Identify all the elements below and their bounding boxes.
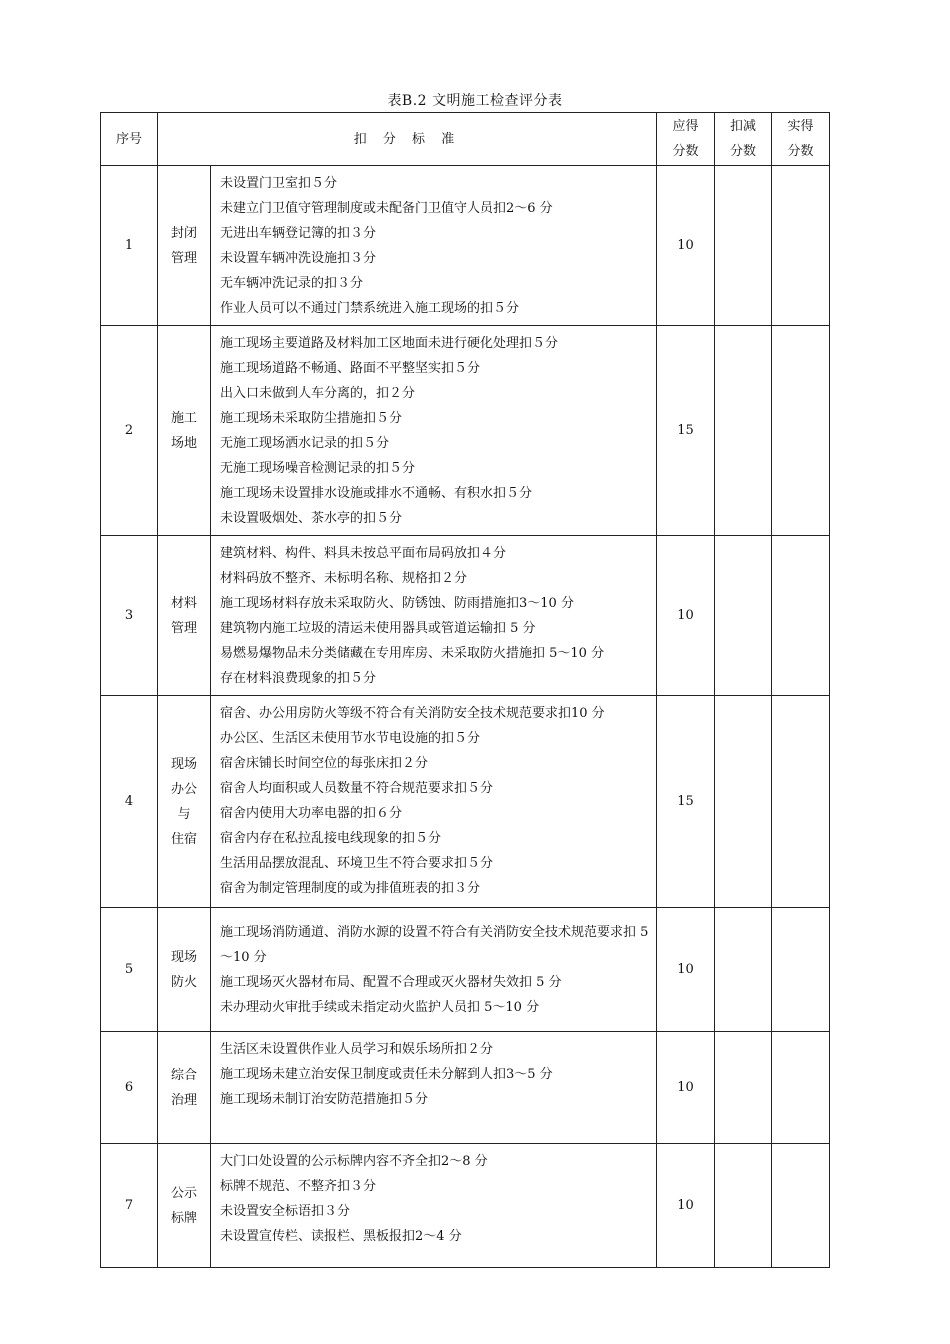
row-due-score: 15	[657, 696, 715, 908]
row-actual-score-field[interactable]	[772, 908, 830, 1032]
criterion-item: 宿舍人均面积或人员数量不符合规范要求扣５分	[220, 781, 494, 796]
criterion-item: 易燃易爆物品未分类储藏在专用库房、未采取防火措施扣 5～10 分	[220, 646, 605, 661]
criterion-item: 无施工现场噪音检测记录的扣５分	[220, 461, 416, 476]
row-seq: 4	[101, 696, 158, 908]
row-category	[158, 166, 211, 326]
category-line: 场地	[170, 435, 197, 451]
row-seq: 7	[101, 1144, 158, 1268]
row-deduct-score-field[interactable]	[715, 1032, 772, 1144]
category-line: 管理	[170, 620, 197, 636]
criterion-item: 未设置吸烟处、茶水亭的扣５分	[220, 511, 403, 526]
header-row	[101, 113, 830, 166]
category-line: 封闭	[170, 225, 197, 241]
category-line: 现场	[170, 949, 197, 965]
category-line: 与	[177, 806, 191, 822]
table-row	[101, 326, 830, 536]
row-due-score: 10	[657, 1032, 715, 1144]
criterion-item: 施工现场未采取防尘措施扣５分	[220, 411, 403, 426]
criterion-item: 建筑物内施工垃圾的清运未使用器具或管道运输扣 5 分	[220, 621, 536, 636]
criterion-item: 宿舍内存在私拉乱接电线现象的扣５分	[220, 831, 442, 846]
row-due-score: 10	[657, 166, 715, 326]
criterion-item: 生活区未设置供作业人员学习和娱乐场所扣２分	[220, 1042, 494, 1057]
row-category	[158, 696, 211, 908]
row-seq: 5	[101, 908, 158, 1032]
inspection-score-table	[100, 112, 830, 1268]
row-deduct-score-field[interactable]	[715, 908, 772, 1032]
criterion-item: 无进出车辆登记簿的扣３分	[220, 226, 377, 241]
category-line: 施工	[170, 410, 197, 426]
row-category	[158, 908, 211, 1032]
category-line: 现场	[170, 756, 197, 772]
row-deduction-criteria	[211, 908, 657, 1032]
header-deduct-score: 扣减 分数	[715, 113, 772, 166]
category-line: 办公	[170, 781, 197, 797]
criterion-item: 作业人员可以不通过门禁系统进入施工现场的扣５分	[220, 301, 520, 316]
row-deduction-criteria	[211, 166, 657, 326]
criterion-item: 宿舍、办公用房防火等级不符合有关消防安全技术规范要求扣10 分	[220, 706, 605, 721]
row-deduction-criteria	[211, 536, 657, 696]
criterion-item: 施工现场道路不畅通、路面不平整坚实扣５分	[220, 361, 481, 376]
row-seq: 6	[101, 1032, 158, 1144]
criterion-item: 施工现场未建立治安保卫制度或责任未分解到人扣3～5 分	[220, 1067, 553, 1082]
criterion-item: 施工现场未制订治安防范措施扣５分	[220, 1092, 429, 1107]
criterion-item: 未设置宣传栏、读报栏、黑板报扣2～4 分	[220, 1229, 462, 1244]
criterion-item: 标牌不规范、不整齐扣３分	[220, 1179, 377, 1194]
row-due-score: 10	[657, 908, 715, 1032]
header-criteria: 扣 分 标 准	[158, 113, 657, 166]
row-actual-score-field[interactable]	[772, 696, 830, 908]
row-seq: 2	[101, 326, 158, 536]
row-due-score: 10	[657, 1144, 715, 1268]
criterion-item: 建筑材料、构件、料具未按总平面布局码放扣４分	[220, 546, 507, 561]
criterion-item: 未设置安全标语扣３分	[220, 1204, 351, 1219]
criterion-item: 大门口处设置的公示标牌内容不齐全扣2～8 分	[220, 1154, 488, 1169]
category-line: 公示	[170, 1185, 197, 1201]
table-row	[101, 1032, 830, 1144]
criterion-item: 施工现场灭火器材布局、配置不合理或灭火器材失效扣 5 分	[220, 975, 562, 990]
criterion-item: 施工现场未设置排水设施或排水不通畅、有积水扣５分	[220, 486, 533, 501]
header-actual-score: 实得 分数	[772, 113, 830, 166]
row-actual-score-field[interactable]	[772, 1032, 830, 1144]
category-line: 治理	[170, 1092, 197, 1108]
row-deduct-score-field[interactable]	[715, 166, 772, 326]
category-line: 综合	[170, 1067, 197, 1083]
header-seq: 序号	[101, 113, 158, 166]
row-due-score: 15	[657, 326, 715, 536]
row-deduct-score-field[interactable]	[715, 696, 772, 908]
row-deduction-criteria	[211, 1144, 657, 1268]
table-row	[101, 908, 830, 1032]
table-row	[101, 536, 830, 696]
criterion-item: 未办理动火审批手续或未指定动火监护人员扣 5～10 分	[220, 1000, 540, 1015]
table-title: 表B.2 文明施工检查评分表	[387, 93, 563, 109]
criterion-item: 出入口未做到人车分离的，扣２分	[220, 386, 416, 401]
criterion-item: 宿舍内使用大功率电器的扣６分	[220, 806, 403, 821]
category-line: 防火	[170, 974, 197, 990]
header-due-score: 应得 分数	[657, 113, 715, 166]
criterion-item: 未建立门卫值守管理制度或未配备门卫值守人员扣2～6 分	[220, 201, 553, 216]
criterion-item: 未设置门卫室扣５分	[220, 176, 338, 191]
row-actual-score-field[interactable]	[772, 326, 830, 536]
row-category	[158, 326, 211, 536]
criterion-item: 无车辆冲洗记录的扣３分	[220, 276, 364, 291]
row-actual-score-field[interactable]	[772, 536, 830, 696]
row-deduction-criteria	[211, 696, 657, 908]
row-category	[158, 536, 211, 696]
row-deduct-score-field[interactable]	[715, 326, 772, 536]
criterion-item: 生活用品摆放混乱、环境卫生不符合要求扣５分	[220, 856, 494, 871]
category-line: 管理	[170, 250, 197, 266]
criterion-item: 施工现场主要道路及材料加工区地面未进行硬化处理扣５分	[220, 336, 559, 351]
criterion-item: 宿舍为制定管理制度的或为排值班表的扣３分	[220, 881, 481, 896]
row-deduction-criteria	[211, 1032, 657, 1144]
criterion-item: 存在材料浪费现象的扣５分	[220, 671, 377, 686]
criterion-item: 材料码放不整齐、未标明名称、规格扣２分	[220, 571, 468, 586]
row-seq: 1	[101, 166, 158, 326]
row-actual-score-field[interactable]	[772, 1144, 830, 1268]
row-actual-score-field[interactable]	[772, 166, 830, 326]
criterion-item: 办公区、生活区未使用节水节电设施的扣５分	[220, 731, 481, 746]
criterion-item: 施工现场材料存放未采取防火、防锈蚀、防雨措施扣3～10 分	[220, 596, 574, 611]
category-line: 标牌	[170, 1210, 197, 1226]
row-category	[158, 1144, 211, 1268]
row-deduct-score-field[interactable]	[715, 536, 772, 696]
category-line: 材料	[170, 595, 197, 611]
criterion-item: 宿舍床铺长时间空位的每张床扣２分	[220, 756, 429, 771]
row-seq: 3	[101, 536, 158, 696]
row-due-score: 10	[657, 536, 715, 696]
table-row	[101, 696, 830, 908]
criterion-item: 施工现场消防通道、消防水源的设置不符合有关消防安全技术规范要求扣 5～10 分	[220, 925, 649, 965]
criterion-item: 未设置车辆冲洗设施扣３分	[220, 251, 377, 266]
row-deduction-criteria	[211, 326, 657, 536]
category-line: 住宿	[170, 831, 197, 847]
row-deduct-score-field[interactable]	[715, 1144, 772, 1268]
table-row	[101, 1144, 830, 1268]
criterion-item: 无施工现场洒水记录的扣５分	[220, 436, 390, 451]
row-category	[158, 1032, 211, 1144]
table-row	[101, 166, 830, 326]
